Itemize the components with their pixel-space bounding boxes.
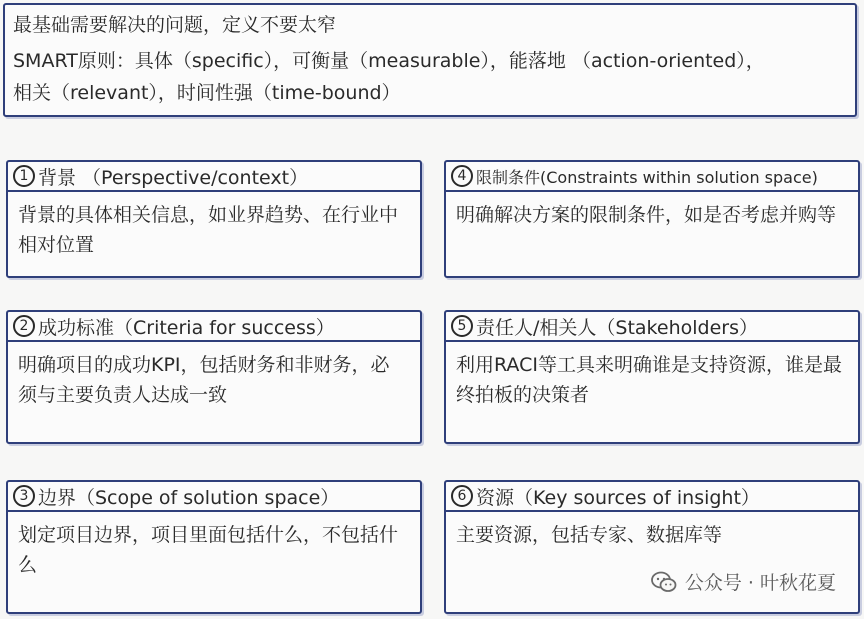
watermark [651,568,836,595]
card-header [8,482,420,512]
card-body: 利用RACI等工具来明确谁是支持资源，谁是最终拍板的决策者 [456,354,842,406]
card-criteria [6,310,422,444]
card-body: 主要资源，包括专家、数据库等 [456,524,723,546]
top-summary-box [3,3,857,117]
number-badge: 4 [451,165,473,187]
card-stakeholders [444,310,860,444]
card-title: 资源（Key sources of insight） [476,486,760,509]
card-title: 限制条件(Constraints within solution space) [476,167,818,187]
card-title: 边界（Scope of solution space） [38,486,340,509]
card-header [8,162,420,192]
card-title: 责任人/相关人（Stakeholders） [476,316,758,339]
number-badge: 1 [13,165,35,187]
wechat-icon [651,571,677,593]
number-badge: 6 [451,485,473,507]
card-header [446,312,858,342]
top-line-3: 相关（relevant），时间性强（time-bound） [13,82,401,104]
card-scope [6,480,422,614]
watermark-text: 公众号 · 叶秋花夏 [684,572,836,594]
number-badge: 3 [13,485,35,507]
card-body: 划定项目边界，项目里面包括什么，不包括什么 [18,524,399,576]
card-title: 成功标准（Criteria for success） [38,316,335,339]
number-badge: 5 [451,315,473,337]
number-badge: 2 [13,315,35,337]
card-constraints [444,160,860,278]
top-line-1: 最基础需要解决的问题，定义不要太窄 [13,14,337,36]
card-body: 明确解决方案的限制条件，如是否考虑并购等 [456,204,837,226]
card-header [446,162,858,192]
card-body: 明确项目的成功KPI，包括财务和非财务，必须与主要负责人达成一致 [18,354,390,406]
card-header [8,312,420,342]
card-body: 背景的具体相关信息，如业界趋势、在行业中相对位置 [18,204,399,256]
top-line-2: SMART原则：具体（specific），可衡量（measurable），能落地 （action-oriented）， [13,50,765,72]
card-title: 背景 （Perspective/context） [38,166,309,189]
card-header [446,482,858,512]
card-perspective [6,160,422,278]
